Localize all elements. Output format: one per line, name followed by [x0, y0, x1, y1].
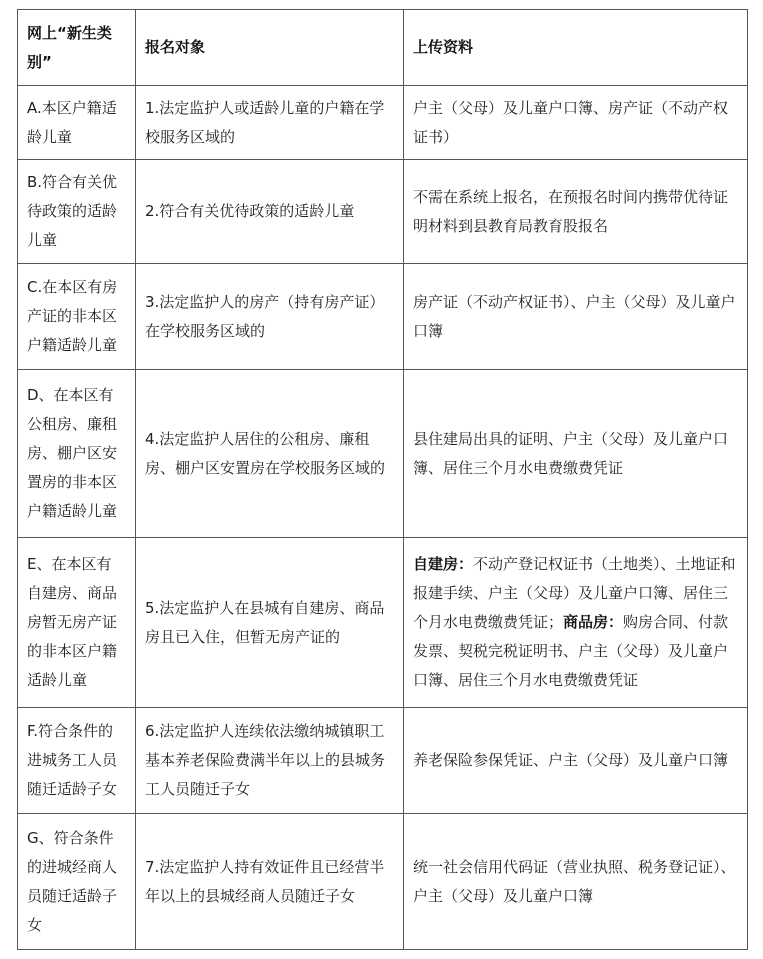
- target-cell: 7.法定监护人持有效证件且已经营半年以上的县城经商人员随迁子女: [136, 814, 404, 950]
- target-cell: 1.法定监护人或适龄儿童的户籍在学校服务区域的: [136, 86, 404, 160]
- category-cell: B.符合有关优待政策的适龄儿童: [18, 160, 136, 264]
- materials-cell: 户主（父母）及儿童户口簿、房产证（不动产权证书）: [404, 86, 748, 160]
- category-cell: C.在本区有房产证的非本区户籍适龄儿童: [18, 264, 136, 370]
- table-header-row: [18, 10, 748, 86]
- materials-cell: 统一社会信用代码证（营业执照、税务登记证）、户主（父母）及儿童户口簿: [404, 814, 748, 950]
- category-cell: E、在本区有自建房、商品房暂无房产证的非本区户籍适龄儿童: [18, 538, 136, 708]
- materials-cell: 房产证（不动产权证书）、户主（父母）及儿童户口簿: [404, 264, 748, 370]
- category-cell: F.符合条件的进城务工人员随迁适龄子女: [18, 708, 136, 814]
- self-built-house-label: 自建房：: [413, 555, 474, 573]
- commercial-house-materials: 购房合同、付款发票、契税完税证明书、户主（父母）及儿童户口簿、居住三个月水电费缴费凭证: [413, 613, 729, 689]
- enrollment-table: [17, 9, 748, 950]
- table-row: [18, 538, 748, 708]
- commercial-house-label: 商品房：: [563, 613, 624, 631]
- header-materials: 上传资料: [404, 10, 748, 86]
- materials-cell: 养老保险参保凭证、户主（父母）及儿童户口簿: [404, 708, 748, 814]
- table-row: [18, 708, 748, 814]
- category-cell: D、在本区有公租房、廉租房、棚户区安置房的非本区户籍适龄儿童: [18, 370, 136, 538]
- category-cell: G、符合条件的进城经商人员随迁适龄子女: [18, 814, 136, 950]
- materials-cell: [404, 538, 748, 708]
- materials-cell: 县住建局出具的证明、户主（父母）及儿童户口簿、居住三个月水电费缴费凭证: [404, 370, 748, 538]
- header-target: 报名对象: [136, 10, 404, 86]
- target-cell: 3.法定监护人的房产（持有房产证）在学校服务区域的: [136, 264, 404, 370]
- materials-cell: 不需在系统上报名，在预报名时间内携带优待证明材料到县教育局教育股报名: [404, 160, 748, 264]
- table-row: [18, 264, 748, 370]
- target-cell: 5.法定监护人在县城有自建房、商品房且已入住，但暂无房产证的: [136, 538, 404, 708]
- target-cell: 6.法定监护人连续依法缴纳城镇职工基本养老保险费满半年以上的县城务工人员随迁子女: [136, 708, 404, 814]
- table-row: [18, 160, 748, 264]
- table-row: [18, 86, 748, 160]
- table-row: [18, 370, 748, 538]
- target-cell: 4.法定监护人居住的公租房、廉租房、棚户区安置房在学校服务区域的: [136, 370, 404, 538]
- table-row: [18, 814, 748, 950]
- target-cell: 2.符合有关优待政策的适龄儿童: [136, 160, 404, 264]
- header-category: 网上“新生类别”: [18, 10, 136, 86]
- self-built-house-materials: 不动产登记权证书（土地类）、土地证和报建手续、户主（父母）及儿童户口簿、居住三个月水电费缴费凭证；: [413, 555, 736, 631]
- category-cell: A.本区户籍适龄儿童: [18, 86, 136, 160]
